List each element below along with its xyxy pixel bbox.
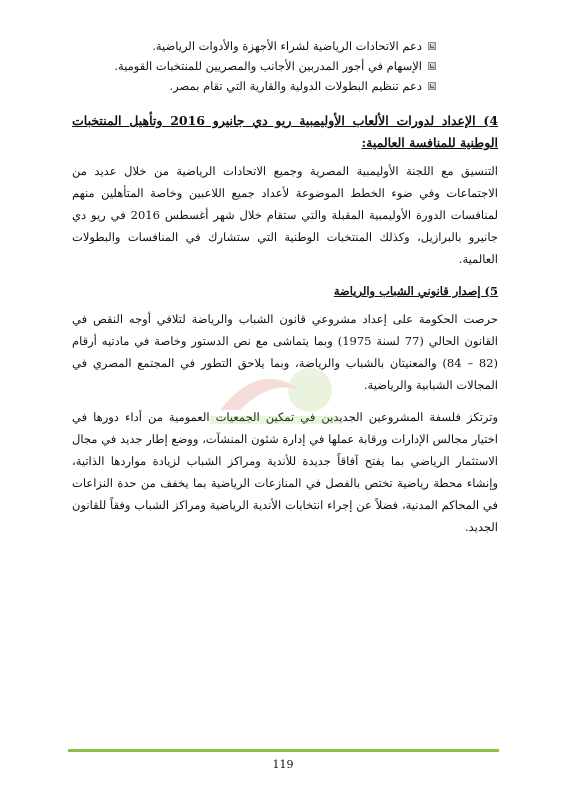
page-content [72, 36, 498, 548]
section-heading-olympics: 4) الإعداد لدورات الألعاب الأوليمبية ريو دي جانيرو 2016 وتأهيل المنتخبات الوطنية للمنافسة العالمية: [72, 113, 499, 150]
checkbox-bullet-icon [428, 82, 436, 90]
checkbox-bullet-icon [428, 42, 436, 50]
checkbox-bullet-icon [428, 62, 436, 70]
bullet-list [72, 36, 498, 96]
paragraph-laws-1: حرصت الحكومة على إعداد مشروعي قانون الشباب والرياضة لتلافي أوجه النقص في القانون الحالي (77 لسنة 1975) وبما يتماشى مع نص الدستور وخاصة في مادتيه أرقام (82 – 84) والمعنيتان بالشباب والرياضة، وبما يلاحق التطور في المجتمع المصري في المجالات الشبابية والرياضية. [72, 312, 499, 392]
section-heading-laws: 5) إصدار قانوني الشباب والرياضة [333, 284, 498, 298]
list-item [72, 56, 436, 76]
list-item [72, 36, 436, 56]
paragraph-laws-2: وترتكز فلسفة المشروعين الجديدين في تمكين الجمعيات العمومية من أداء دورها في اختيار مجالس الإدارات ورقابة عملها في إدارة شئون المنشآت، ووضع إطار جديد في مجال الاستثمار الرياضي بما يفتح آفاقاً جديدة للأندية ومراكز الشباب لزيادة مواردها الذاتية، وإنشاء محطة رياضية تختص بالفصل في المنازعات الرياضية بما يخفف من حدة النزاعات في المحاكم المدنية، فضلاً عن إجراء انتخابات الأندية الرياضية ومراكز الشباب وفقاً للقانون الجديد. [72, 410, 498, 534]
bullet-text: الإسهام في أجور المدربين الأجانب والمصريين للمنتخبات القومية. [114, 59, 422, 73]
page-number: 119 [272, 758, 294, 771]
paragraph-olympics: التنسيق مع اللجنة الأوليمبية المصرية وجميع الاتحادات الرياضية من خلال عديد من الاجتماعات وفي ضوء الخطط الموضوعة لأعداد جميع اللاعبين وخاصة المتأهلين منهم لمنافسات الدورة الأوليمبية المقبلة والتي ستقام خلال شهر أغسطس 2016 في ريو دي جانيرو بالبرازيل، وكذلك المنتخبات الوطنية التي ستشارك في المنافسات والبطولات العالمية. [72, 164, 498, 266]
bullet-text: دعم الاتحادات الرياضية لشراء الأجهزة والأدوات الرياضية. [152, 39, 422, 53]
bullet-text: دعم تنظيم البطولات الدولية والقارية التي تقام بمصر. [169, 79, 422, 93]
list-item [72, 76, 436, 96]
footer-rule [68, 749, 499, 752]
